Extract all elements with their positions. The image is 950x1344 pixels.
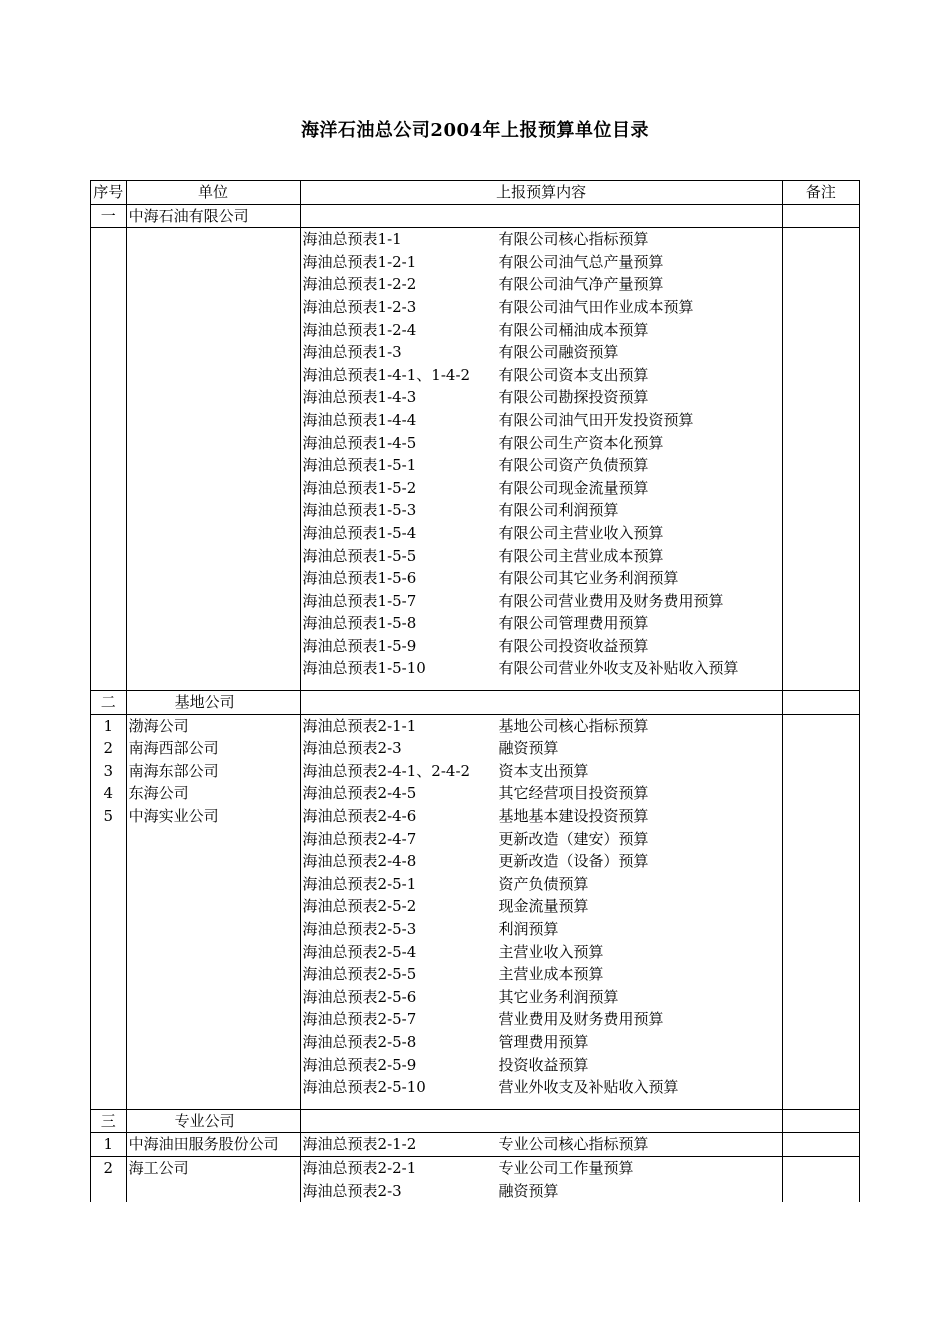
unit-number: 4 <box>103 784 114 803</box>
budget-item <box>303 1008 780 1031</box>
budget-item-desc: 有限公司营业外收支及补贴收入预算 <box>498 659 739 678</box>
unit-number: 2 <box>103 739 114 758</box>
budget-item-desc: 有限公司管理费用预算 <box>498 614 649 633</box>
budget-item-desc: 资产负债预算 <box>498 874 589 893</box>
budget-item-desc: 专业公司工作量预算 <box>498 1158 634 1177</box>
budget-item-desc: 融资预算 <box>498 739 559 758</box>
table-row <box>91 1156 860 1202</box>
section-number: 二 <box>91 691 127 715</box>
budget-item-code: 海油总预表1-4-5 <box>302 433 417 452</box>
page-title: 海洋石油总公司2004年上报预算单位目录 <box>300 120 650 141</box>
budget-item <box>303 273 780 296</box>
budget-item-code: 海油总预表2-5-8 <box>302 1032 417 1051</box>
budget-item-code: 海油总预表2-5-4 <box>302 942 417 961</box>
budget-item-code: 海油总预表2-5-10 <box>302 1078 426 1097</box>
budget-item <box>303 635 780 658</box>
budget-item-code: 海油总预表2-2-1 <box>302 1158 417 1177</box>
budget-item <box>303 657 780 680</box>
row-number: 1 <box>91 1133 127 1157</box>
section-row <box>91 1109 860 1133</box>
budget-item-desc: 现金流量预算 <box>498 897 589 916</box>
budget-item-desc: 有限公司利润预算 <box>498 501 619 520</box>
budget-item <box>303 251 780 274</box>
budget-item-code: 海油总预表1-4-3 <box>302 388 417 407</box>
budget-item-code: 海油总预表1-5-6 <box>302 569 417 588</box>
budget-item-desc: 融资预算 <box>498 1181 559 1200</box>
budget-item-code: 海油总预表1-5-9 <box>302 636 417 655</box>
budget-item <box>303 986 780 1009</box>
budget-item-code: 海油总预表2-1-1 <box>302 716 417 735</box>
table-header-row <box>91 181 860 205</box>
budget-item-desc: 管理费用预算 <box>498 1032 589 1051</box>
budget-item-code: 海油总预表2-5-2 <box>302 897 417 916</box>
budget-item-code: 海油总预表2-3 <box>302 1181 402 1200</box>
budget-item <box>303 963 780 986</box>
budget-item-desc: 基地基本建设投资预算 <box>498 807 649 826</box>
budget-item-desc: 资本支出预算 <box>498 761 589 780</box>
budget-item-desc: 有限公司营业费用及财务费用预算 <box>498 591 724 610</box>
budget-item-desc: 基地公司核心指标预算 <box>498 716 649 735</box>
budget-item-code: 海油总预表1-4-1、1-4-2 <box>302 365 471 384</box>
budget-item-code: 海油总预表1-5-7 <box>302 591 417 610</box>
budget-item <box>303 895 780 918</box>
budget-item <box>303 432 780 455</box>
budget-item <box>303 454 780 477</box>
budget-item-code: 海油总预表2-4-1、2-4-2 <box>302 761 471 780</box>
budget-items-list <box>300 1133 782 1157</box>
budget-item-code: 海油总预表2-3 <box>302 739 402 758</box>
budget-items-list <box>300 1156 782 1202</box>
budget-item <box>303 760 780 783</box>
budget-item-code: 海油总预表2-5-3 <box>302 920 417 938</box>
budget-item-code: 海油总预表1-5-3 <box>302 501 417 520</box>
budget-item <box>303 1133 780 1156</box>
unit-number: 3 <box>103 761 114 780</box>
budget-item-code: 海油总预表2-1-2 <box>302 1135 417 1154</box>
unit-name: 中海实业公司 <box>128 807 219 826</box>
budget-item-code: 海油总预表2-5-1 <box>302 874 417 893</box>
section-number: 三 <box>91 1109 127 1133</box>
budget-item <box>303 1054 780 1077</box>
budget-item-desc: 有限公司勘探投资预算 <box>498 388 649 407</box>
budget-item-code: 海油总预表2-5-5 <box>302 965 417 984</box>
budget-item-code: 海油总预表2-4-8 <box>302 852 417 871</box>
budget-item-desc: 专业公司核心指标预算 <box>498 1135 649 1154</box>
budget-item <box>303 918 780 941</box>
budget-item <box>303 499 780 522</box>
budget-item-desc: 有限公司油气田开发投资预算 <box>498 410 694 429</box>
spacer <box>303 1099 780 1109</box>
budget-item <box>303 319 780 342</box>
budget-item <box>303 386 780 409</box>
budget-item <box>303 1157 780 1180</box>
table-row <box>91 1133 860 1157</box>
budget-item-code: 海油总预表1-5-1 <box>302 456 417 475</box>
budget-item <box>303 828 780 851</box>
budget-item-desc: 其它经营项目投资预算 <box>498 784 649 803</box>
budget-item <box>303 805 780 828</box>
budget-item-desc: 主营业成本预算 <box>498 965 604 984</box>
budget-item-desc: 有限公司融资预算 <box>498 343 619 362</box>
section-body-row <box>91 714 860 1109</box>
budget-item-desc: 营业外收支及补贴收入预算 <box>498 1078 679 1097</box>
unit-name: 南海东部公司 <box>128 761 219 780</box>
budget-item-desc: 更新改造（建安）预算 <box>498 829 649 848</box>
budget-item <box>303 228 780 251</box>
budget-item <box>303 296 780 319</box>
budget-item-code: 海油总预表2-4-7 <box>302 829 417 848</box>
unit-name: 南海西部公司 <box>128 739 219 758</box>
budget-item <box>303 1031 780 1054</box>
budget-item-code: 海油总预表2-5-7 <box>302 1010 417 1029</box>
budget-item-code: 海油总预表2-5-6 <box>302 987 417 1006</box>
section-row <box>91 204 860 228</box>
budget-items-list <box>300 714 782 1109</box>
budget-item-code: 海油总预表1-1 <box>302 230 402 249</box>
budget-item-code: 海油总预表1-4-4 <box>302 410 417 429</box>
section-row <box>91 691 860 715</box>
budget-item <box>303 1180 780 1203</box>
budget-item <box>303 715 780 738</box>
budget-item-code: 海油总预表1-5-4 <box>302 523 417 542</box>
budget-item-code: 海油总预表1-2-3 <box>302 297 417 316</box>
budget-item <box>303 341 780 364</box>
budget-item <box>303 612 780 635</box>
unit-number: 5 <box>103 807 114 826</box>
header-content: 上报预算内容 <box>300 181 782 205</box>
unit-name: 东海公司 <box>128 784 189 803</box>
header-remark: 备注 <box>782 181 859 205</box>
budget-item-code: 海油总预表1-5-2 <box>302 478 417 497</box>
budget-item <box>303 873 780 896</box>
budget-item-code: 海油总预表1-5-8 <box>302 614 417 633</box>
budget-item-desc: 有限公司生产资本化预算 <box>498 433 664 452</box>
budget-item-desc: 营业费用及财务费用预算 <box>498 1010 664 1029</box>
section-name: 基地公司 <box>126 691 300 715</box>
budget-unit-table <box>90 180 860 1202</box>
budget-item-desc: 有限公司资本支出预算 <box>498 365 649 384</box>
budget-item <box>303 850 780 873</box>
budget-item-code: 海油总预表1-2-2 <box>302 275 417 294</box>
section-body-row <box>91 228 860 691</box>
budget-item-desc: 有限公司油气总产量预算 <box>498 252 664 271</box>
budget-item-desc: 利润预算 <box>498 920 559 938</box>
budget-item-code: 海油总预表1-5-5 <box>302 546 417 565</box>
budget-item-code: 海油总预表2-5-9 <box>302 1055 417 1074</box>
unit-name: 中海油田服务股份公司 <box>126 1133 300 1157</box>
budget-item-code: 海油总预表1-2-1 <box>302 252 417 271</box>
budget-item-code: 海油总预表1-5-10 <box>302 659 426 678</box>
budget-item <box>303 782 780 805</box>
budget-item-desc: 有限公司油气净产量预算 <box>498 275 664 294</box>
budget-item <box>303 590 780 613</box>
header-unit: 单位 <box>126 181 300 205</box>
budget-item <box>303 567 780 590</box>
budget-item-desc: 主营业收入预算 <box>498 942 604 961</box>
budget-item-desc: 有限公司油气田作业成本预算 <box>498 297 694 316</box>
budget-item <box>303 1076 780 1099</box>
spacer <box>303 680 780 690</box>
budget-item <box>303 737 780 760</box>
budget-items-list <box>300 228 782 691</box>
unit-names <box>126 714 300 1109</box>
budget-item <box>303 522 780 545</box>
section-name: 中海石油有限公司 <box>126 204 300 228</box>
budget-item-desc: 其它业务利润预算 <box>498 987 619 1006</box>
budget-item-code: 海油总预表2-4-5 <box>302 784 417 803</box>
budget-item-desc: 更新改造（设备）预算 <box>498 852 649 871</box>
unit-name: 渤海公司 <box>128 716 189 735</box>
budget-item <box>303 364 780 387</box>
budget-item-desc: 有限公司主营业成本预算 <box>498 546 664 565</box>
budget-item-code: 海油总预表1-3 <box>302 343 402 362</box>
budget-item-code: 海油总预表2-4-6 <box>302 807 417 826</box>
budget-item <box>303 545 780 568</box>
budget-item-desc: 有限公司现金流量预算 <box>498 478 649 497</box>
budget-item-desc: 有限公司核心指标预算 <box>498 230 649 249</box>
header-seq: 序号 <box>91 181 127 205</box>
budget-item <box>303 409 780 432</box>
budget-item-desc: 有限公司桶油成本预算 <box>498 320 649 339</box>
unit-number: 1 <box>103 716 114 735</box>
row-number: 2 <box>91 1156 127 1202</box>
budget-item-code: 海油总预表1-2-4 <box>302 320 417 339</box>
budget-item-desc: 有限公司资产负债预算 <box>498 456 649 475</box>
budget-item-desc: 有限公司其它业务利润预算 <box>498 569 679 588</box>
unit-name: 海工公司 <box>126 1156 300 1202</box>
section-number: 一 <box>91 204 127 228</box>
budget-item <box>303 477 780 500</box>
budget-item-desc: 投资收益预算 <box>498 1055 589 1074</box>
budget-item-desc: 有限公司主营业收入预算 <box>498 523 664 542</box>
unit-numbers <box>91 714 127 1109</box>
budget-item <box>303 941 780 964</box>
section-name: 专业公司 <box>126 1109 300 1133</box>
budget-item-desc: 有限公司投资收益预算 <box>498 636 649 655</box>
